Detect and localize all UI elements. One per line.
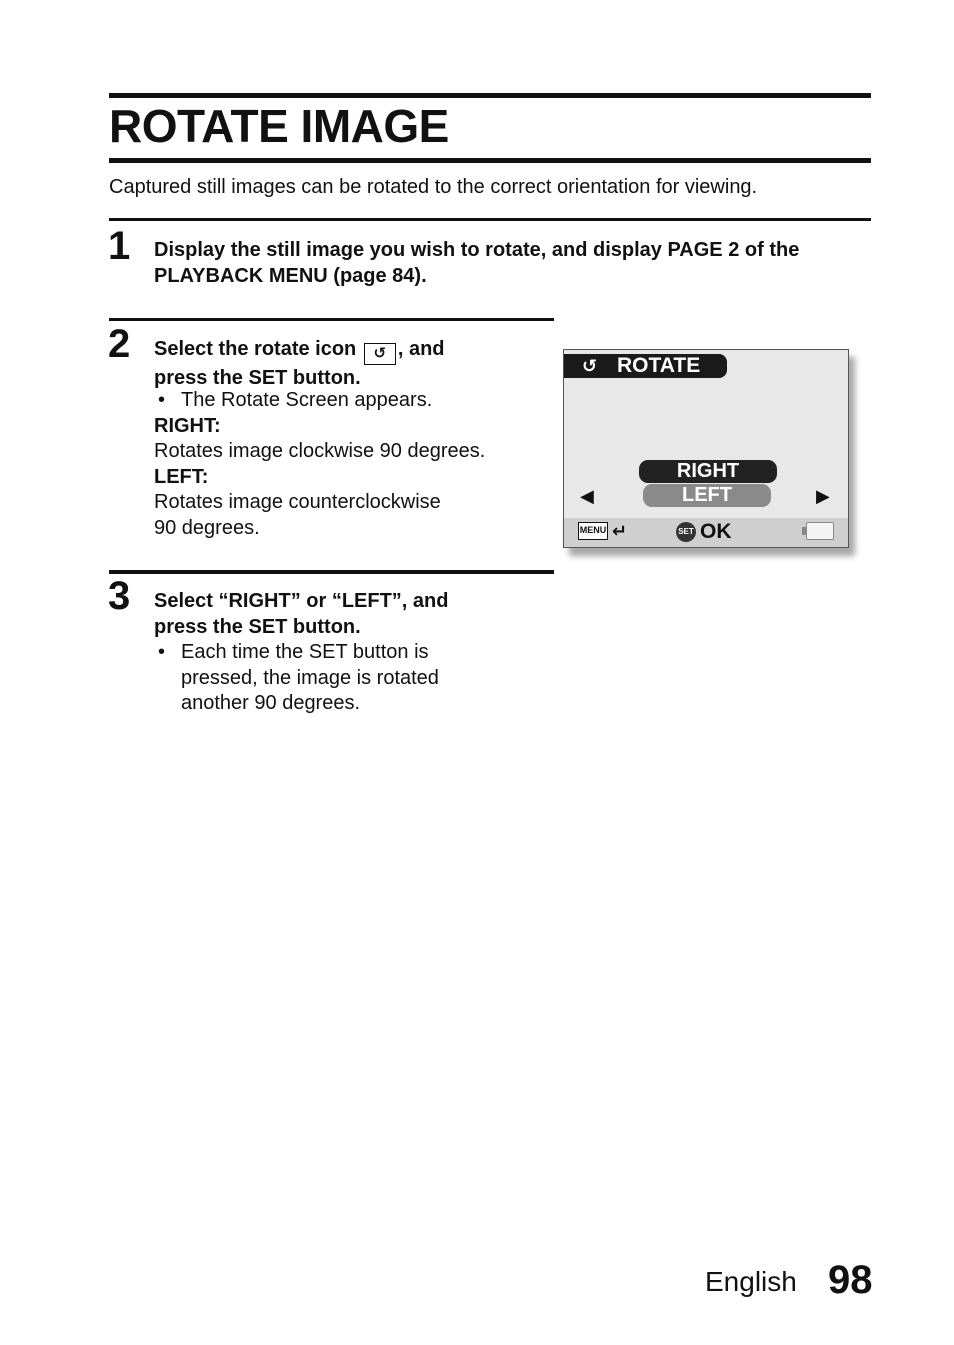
- step-1-heading: Display the still image you wish to rotate, and display PAGE 2 of the PLAYBACK MENU (page 84).: [154, 239, 800, 287]
- right-description: Rotates image clockwise 90 degrees.: [154, 440, 486, 462]
- step-2-heading-and: , and: [397, 338, 445, 360]
- step-2-body: [154, 388, 544, 541]
- intro-text: Captured still images can be rotated to the correct orientation for viewing.: [109, 176, 758, 198]
- right-label: RIGHT:: [154, 414, 221, 437]
- step-2-heading: [154, 336, 544, 391]
- ok-label: OK: [700, 520, 732, 543]
- rotate-icon: ↺: [364, 343, 396, 365]
- menu-button-icon[interactable]: MENU: [578, 522, 608, 540]
- page-title: ROTATE IMAGE: [109, 100, 449, 152]
- step-3-heading: [154, 588, 544, 640]
- step-3-bullet: [154, 640, 544, 717]
- title-bottom-rule: [109, 158, 871, 163]
- step-2-bullet-text: The Rotate Screen appears.: [181, 389, 433, 411]
- step-2-heading-text: Select the rotate icon: [154, 338, 357, 360]
- title-top-rule: [109, 93, 871, 98]
- page-number: 98: [828, 1258, 873, 1302]
- bullet-dot: •: [158, 389, 166, 411]
- screen-bottom-bar: [564, 518, 848, 547]
- step-2-heading-line2: press the SET button.: [154, 367, 361, 389]
- rotate-screen: [563, 349, 849, 548]
- option-left[interactable]: LEFT: [643, 484, 771, 507]
- arrow-left-icon[interactable]: ◀: [580, 486, 594, 506]
- step-1-number: 1: [108, 224, 131, 268]
- rotate-icon: ↺: [582, 356, 598, 376]
- return-icon: ↵: [612, 521, 628, 541]
- step-3-bullet-line1: Each time the SET button is: [181, 641, 429, 663]
- left-description-line1: Rotates image counterclockwise: [154, 491, 441, 513]
- step-3-heading-line2: press the SET button.: [154, 616, 361, 638]
- battery-icon: [806, 522, 834, 540]
- step-3-number: 3: [108, 574, 131, 618]
- step-1-rule: [109, 218, 871, 221]
- footer-language: English: [705, 1266, 797, 1297]
- step-2-bullet: [154, 388, 544, 414]
- screen-title-tab: [564, 354, 727, 378]
- step-2-rule: [109, 318, 554, 321]
- step-3-heading-line1: Select “RIGHT” or “LEFT”, and: [154, 590, 449, 612]
- bullet-dot: •: [158, 641, 166, 663]
- arrow-right-icon[interactable]: ▶: [816, 486, 830, 506]
- left-label: LEFT:: [154, 465, 209, 488]
- option-right[interactable]: RIGHT: [639, 460, 777, 483]
- screen-title: ROTATE: [617, 354, 701, 377]
- step-3-body: [154, 640, 544, 717]
- step-3-rule: [109, 570, 554, 574]
- step-3-bullet-line2: pressed, the image is rotated: [181, 666, 439, 689]
- step-2-number: 2: [108, 322, 131, 366]
- step-3-bullet-line3: another 90 degrees.: [181, 692, 361, 714]
- set-button-icon[interactable]: SET: [676, 522, 696, 542]
- left-description-line2: 90 degrees.: [154, 516, 260, 539]
